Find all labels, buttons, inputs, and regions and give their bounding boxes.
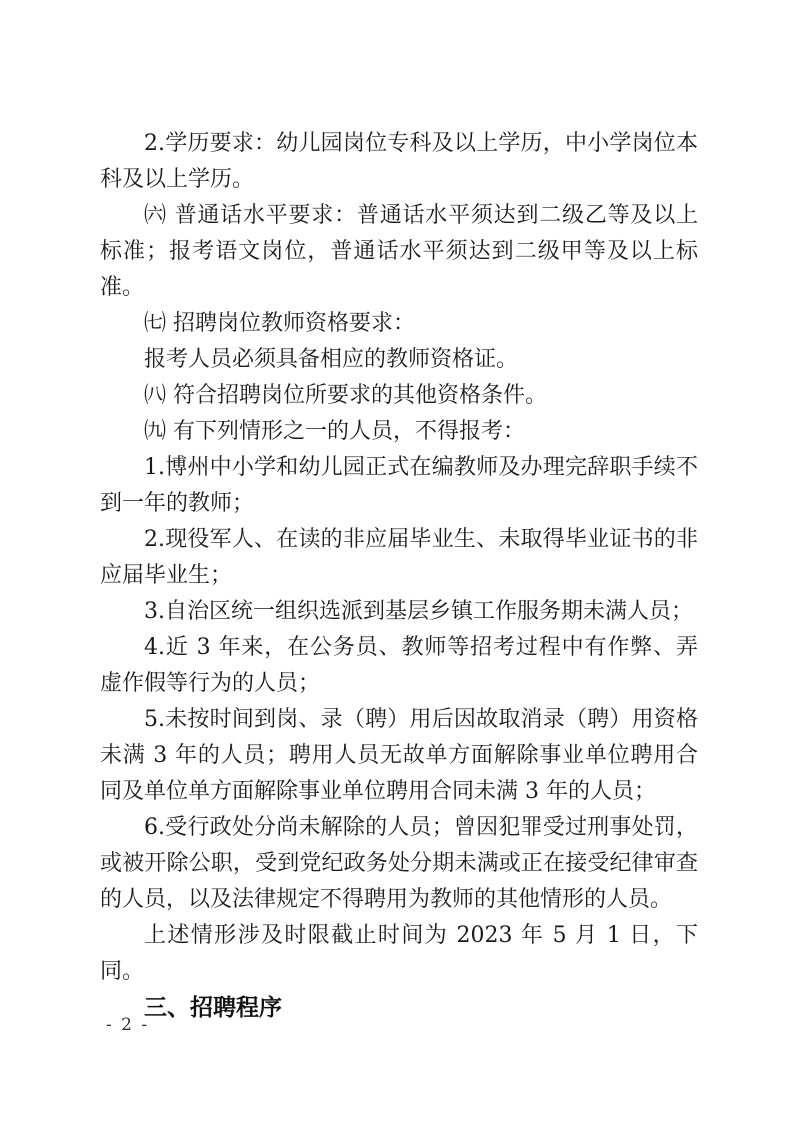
paragraph: 6.受行政处分尚未解除的人员；曾因犯罪受过刑事处罚，或被开除公职，受到党纪政务处分期未满或正在接受纪律审查的人员，以及法律规定不得聘用为教师的其他情形的人员。 [100,815,698,912]
paragraph: 4.近 3 年来，在公务员、教师等招考过程中有作弊、弄虚作假等行为的人员； [100,635,698,696]
document-body [100,126,698,1026]
paragraph: 5.未按时间到岗、录（聘）用后因故取消录（聘）用资格未满 3 年的人员；聘用人员无故单方面解除事业单位聘用合同及单位单方面解除事业单位聘用合同未满 3 年的人员； [100,707,698,804]
paragraph: 2.学历要求：幼儿园岗位专科及以上学历，中小学岗位本科及以上学历。 [100,131,698,192]
paragraph: 2.现役军人、在读的非应届毕业生、未取得毕业证书的非应届毕业生； [100,527,698,588]
paragraph: ㈨ 有下列情形之一的人员，不得报考： [144,419,525,444]
paragraph: 1.博州中小学和幼儿园正式在编教师及办理完辞职手续不到一年的教师； [100,455,698,516]
page-number: - 2 - [106,1015,150,1035]
paragraph: 上述情形涉及时限截止时间为 2023 年 5 月 1 日，下同。 [100,923,698,984]
paragraph: 3.自治区统一组织选派到基层乡镇工作服务期未满人员； [144,599,693,624]
paragraph: ㈧ 符合招聘岗位所要求的其他资格条件。 [144,383,547,408]
section-heading: 三、招聘程序 [144,995,282,1021]
paragraph: ㈦ 招聘岗位教师资格要求： [144,311,415,336]
paragraph: ㈥ 普通话水平要求：普通话水平须达到二级乙等及以上标准；报考语文岗位，普通话水平须达到二级甲等及以上标准。 [100,203,698,300]
paragraph: 报考人员必须具备相应的教师资格证。 [144,347,519,372]
